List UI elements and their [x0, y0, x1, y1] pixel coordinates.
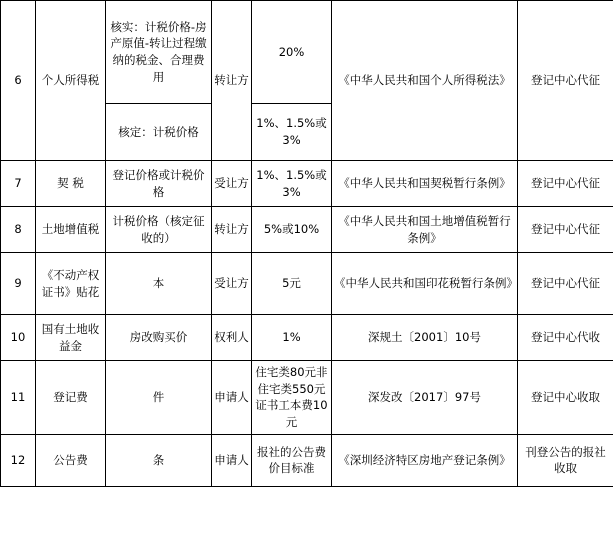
fee-rate-verified: 20% — [252, 1, 332, 104]
collecting-organization: 登记中心代征 — [518, 161, 613, 207]
fee-basis-assessed: 核定：计税价格 — [106, 104, 212, 161]
legal-basis: 《中华人民共和国契税暂行条例》 — [332, 161, 518, 207]
collecting-organization: 登记中心代征 — [518, 207, 613, 253]
row-number: 10 — [1, 315, 36, 361]
fee-rate-assessed: 1%、1.5%或3% — [252, 104, 332, 161]
row-number: 7 — [1, 161, 36, 207]
fee-name: 土地增值税 — [36, 207, 106, 253]
table-row — [1, 434, 613, 486]
legal-basis: 《中华人民共和国土地增值税暂行条例》 — [332, 207, 518, 253]
legal-basis: 深发改〔2017〕97号 — [332, 361, 518, 435]
fee-basis: 本 — [106, 253, 212, 315]
fee-name: 个人所得税 — [36, 1, 106, 161]
fee-rate: 5元 — [252, 253, 332, 315]
payer: 申请人 — [212, 434, 252, 486]
fee-rate: 1%、1.5%或3% — [252, 161, 332, 207]
payer: 受让方 — [212, 253, 252, 315]
payer: 申请人 — [212, 361, 252, 435]
fee-rate: 5%或10% — [252, 207, 332, 253]
legal-basis: 《深圳经济特区房地产登记条例》 — [332, 434, 518, 486]
collecting-organization: 登记中心代收 — [518, 315, 613, 361]
collecting-organization: 登记中心代征 — [518, 1, 613, 161]
collecting-organization: 登记中心收取 — [518, 361, 613, 435]
legal-basis: 深规土〔2001〕10号 — [332, 315, 518, 361]
table-row — [1, 1, 613, 104]
row-number: 12 — [1, 434, 36, 486]
fee-name: 国有土地收益金 — [36, 315, 106, 361]
legal-basis: 《中华人民共和国印花税暂行条例》 — [332, 253, 518, 315]
payer: 转让方 — [212, 1, 252, 161]
fee-name: 《不动产权证书》贴花 — [36, 253, 106, 315]
legal-basis: 《中华人民共和国个人所得税法》 — [332, 1, 518, 161]
fee-basis: 计税价格（核定征收的） — [106, 207, 212, 253]
row-number: 8 — [1, 207, 36, 253]
fee-basis: 条 — [106, 434, 212, 486]
fee-name: 契 税 — [36, 161, 106, 207]
fee-name: 公告费 — [36, 434, 106, 486]
table-row — [1, 207, 613, 253]
payer: 受让方 — [212, 161, 252, 207]
table-row — [1, 253, 613, 315]
collecting-organization: 刊登公告的报社收取 — [518, 434, 613, 486]
fee-basis-verified: 核实：计税价格-房产原值-转让过程缴纳的税金、合理费用 — [106, 1, 212, 104]
fee-basis: 房改购买价 — [106, 315, 212, 361]
row-number: 11 — [1, 361, 36, 435]
collecting-organization: 登记中心代征 — [518, 253, 613, 315]
fee-basis: 件 — [106, 361, 212, 435]
table-row — [1, 315, 613, 361]
row-number: 6 — [1, 1, 36, 161]
table-row — [1, 161, 613, 207]
fee-name: 登记费 — [36, 361, 106, 435]
payer: 转让方 — [212, 207, 252, 253]
fee-basis: 登记价格或计税价格 — [106, 161, 212, 207]
row-number: 9 — [1, 253, 36, 315]
fee-rate: 1% — [252, 315, 332, 361]
payer: 权利人 — [212, 315, 252, 361]
fee-rate: 住宅类80元非住宅类550元证书工本费10元 — [252, 361, 332, 435]
table-row — [1, 361, 613, 435]
fee-rate: 报社的公告费价目标准 — [252, 434, 332, 486]
